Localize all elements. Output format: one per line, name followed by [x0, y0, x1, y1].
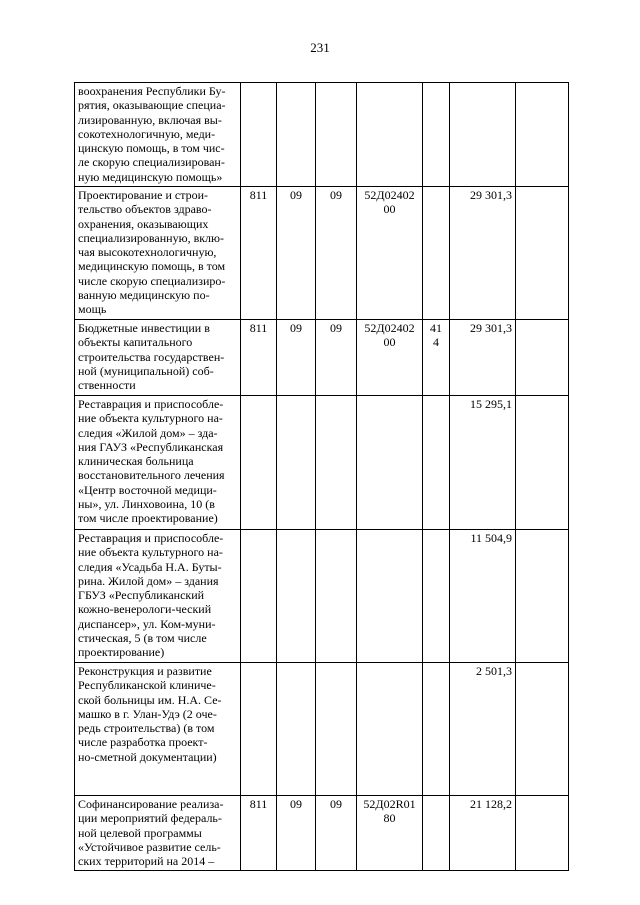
extra-column: [516, 83, 569, 187]
description-line: ции мероприятий федераль-: [78, 811, 222, 826]
section-code: 09: [277, 320, 316, 396]
target-article-line: 80: [383, 811, 396, 826]
target-article-code: [357, 530, 423, 663]
description-line: чая высокотехнологичную,: [78, 245, 217, 260]
description-line: Бюджетные инвестиции в: [78, 321, 210, 335]
amount-value: 29 301,3: [450, 187, 516, 320]
description-line: ние объекта культурного на-: [78, 411, 223, 426]
description-line: Проектирование и строи-: [78, 188, 209, 202]
expense-type-code: [423, 187, 450, 320]
description-line: тельство объектов здраво-: [78, 202, 212, 217]
description-line: восстановительного лечения: [78, 468, 225, 483]
subsection-code: [316, 530, 357, 663]
description-line: ной целевой программы: [78, 825, 202, 840]
page-number: 231: [310, 40, 330, 55]
section-code: [277, 83, 316, 187]
amount-value: 11 504,9: [450, 530, 516, 663]
description-line: ния ГАУЗ «Республиканская: [78, 439, 224, 454]
description-line: специализированную, вклю-: [78, 230, 225, 245]
item-description: [75, 530, 241, 663]
description-line: объекты капитального: [78, 335, 193, 350]
description-line: редь строительства) (в том: [78, 721, 215, 736]
table-row: [75, 83, 569, 187]
description-line: ских территорий на 2014 –: [78, 854, 215, 869]
expense-type-code: [423, 663, 450, 796]
description-line: диспансер», ул. Ком-муни-: [78, 616, 216, 631]
expense-type-line: 41: [430, 321, 442, 335]
target-article-line: 52Д02402: [364, 321, 415, 335]
section-code: 09: [277, 796, 316, 871]
description-line: том числе проектирование): [78, 511, 218, 526]
description-line: ственности: [78, 378, 136, 393]
section-code: [277, 396, 316, 530]
target-article-code: [357, 320, 423, 396]
description-line: Реконструкция и развитие: [78, 664, 212, 678]
amount-value: 29 301,3: [450, 320, 516, 396]
ministry-code: [241, 396, 277, 530]
description-line: следия «Усадьба Н.А. Буты-: [78, 559, 222, 574]
description-line: цинскую помощь, в том чис-: [78, 141, 225, 156]
amount-value: 21 128,2: [450, 796, 516, 871]
subsection-code: [316, 83, 357, 187]
description-line: следия «Жилой дом» – зда-: [78, 425, 218, 440]
expense-type-code: [423, 83, 450, 187]
extra-column: [516, 396, 569, 530]
ministry-code: 811: [241, 320, 277, 396]
item-description: [75, 796, 241, 871]
description-line: машко в г. Улан-Удэ (2 оче-: [78, 706, 217, 721]
target-article-code: [357, 663, 423, 796]
table-row: [75, 663, 569, 796]
description-line: Реставрация и приспособле-: [78, 397, 224, 411]
ministry-code: [241, 530, 277, 663]
item-description: [75, 396, 241, 530]
description-line: ной (муниципальной) соб-: [78, 363, 214, 378]
description-line: стическая, 5 (в том числе: [78, 631, 207, 646]
table-row: [75, 187, 569, 320]
description-line: но-сметной документации): [78, 749, 217, 764]
expense-type-code: [423, 396, 450, 530]
ministry-code: [241, 83, 277, 187]
ministry-code: [241, 663, 277, 796]
item-description: [75, 187, 241, 320]
amount-value: 2 501,3: [450, 663, 516, 796]
description-line: ГБУЗ «Республиканский: [78, 588, 205, 603]
description-line: числе скорую специализиро-: [78, 273, 226, 288]
target-article-line: 52Д02R01: [363, 797, 416, 811]
subsection-code: 09: [316, 796, 357, 871]
description-line: Реставрация и приспособле-: [78, 531, 224, 545]
description-line: строительства государствен-: [78, 349, 225, 364]
target-article-line: 00: [383, 202, 396, 217]
description-line: проектирование): [78, 645, 165, 660]
item-description: [75, 320, 241, 396]
target-article-code: [357, 187, 423, 320]
extra-column: [516, 320, 569, 396]
description-line: ние объекта культурного на-: [78, 545, 223, 560]
description-line: Софинансирование реализа-: [78, 797, 224, 811]
ministry-code: 811: [241, 187, 277, 320]
subsection-code: [316, 663, 357, 796]
description-line: мощь: [78, 302, 107, 317]
target-article-line: 52Д02402: [364, 188, 415, 202]
subsection-code: 09: [316, 320, 357, 396]
budget-table: [74, 82, 569, 871]
description-line: ской больницы им. Н.А. Се-: [78, 692, 222, 707]
description-line: кожно-венерологи-ческий: [78, 602, 212, 617]
target-article-code: [357, 396, 423, 530]
expense-type-line: 4: [433, 335, 439, 350]
section-code: [277, 530, 316, 663]
table-row: [75, 320, 569, 396]
description-line: «Устойчивое развитие сель-: [78, 839, 221, 854]
target-article-code: [357, 83, 423, 187]
description-line: «Центр восточной медици-: [78, 482, 217, 497]
ministry-code: 811: [241, 796, 277, 871]
description-line: ле скорую специализирован-: [78, 155, 225, 170]
subsection-code: [316, 396, 357, 530]
description-line: ную медицинскую помощь»: [78, 169, 223, 184]
expense-type-code: [423, 796, 450, 871]
target-article-code: [357, 796, 423, 871]
amount-value: 15 295,1: [450, 396, 516, 530]
item-description: [75, 83, 241, 187]
description-line: ванную медицинскую по-: [78, 288, 210, 303]
extra-column: [516, 663, 569, 796]
table-row: [75, 796, 569, 871]
description-line: Республиканской клиниче-: [78, 678, 216, 693]
amount-value: [450, 83, 516, 187]
description-line: числе разработка проект-: [78, 735, 208, 750]
description-line: клиническая больница: [78, 454, 194, 469]
section-code: 09: [277, 187, 316, 320]
extra-column: [516, 187, 569, 320]
extra-column: [516, 796, 569, 871]
extra-column: [516, 530, 569, 663]
description-line: медицинскую помощь, в том: [78, 259, 226, 274]
section-code: [277, 663, 316, 796]
description-line: охранения, оказывающих: [78, 216, 209, 231]
expense-type-code: [423, 320, 450, 396]
description-line: ны», ул. Линховоина, 10 (в: [78, 497, 215, 512]
item-description: [75, 663, 241, 796]
target-article-line: 00: [383, 335, 396, 350]
expense-type-code: [423, 530, 450, 663]
table-row: [75, 530, 569, 663]
description-line: воохранения Республики Бу-: [78, 84, 226, 98]
table-row: [75, 396, 569, 530]
description-line: лизированную, включая вы-: [78, 112, 222, 127]
description-line: сокотехнологичную, меди-: [78, 126, 216, 141]
description-line: рятия, оказывающие специа-: [78, 98, 226, 113]
subsection-code: 09: [316, 187, 357, 320]
description-line: рина. Жилой дом» – здания: [78, 573, 219, 588]
